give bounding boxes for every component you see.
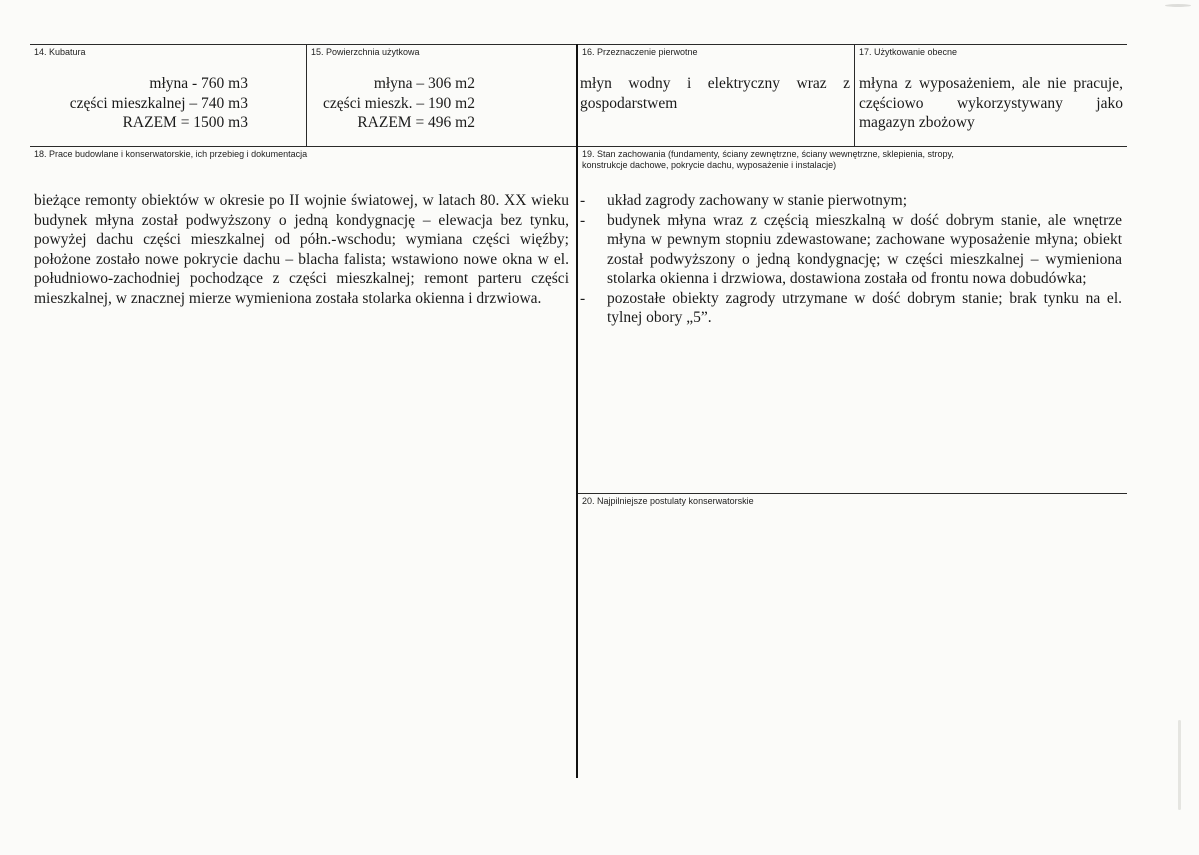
field-18-label: 18. Prace budowlane i konserwatorskie, ich przebieg i dokumentacja <box>34 149 308 159</box>
field-19-label-line: 19. Stan zachowania (fundamenty, ściany zewnętrzne, ściany wewnętrzne, sklepienia, stropy, <box>582 149 954 159</box>
list-item: - układ zagrody zachowany w stanie pierwotnym; <box>580 191 1122 211</box>
scan-artifact <box>1165 4 1191 7</box>
field-20-label: 20. Najpilniejsze postulaty konserwatorskie <box>582 496 754 506</box>
field-15-label: 15. Powierzchnia użytkowa <box>311 47 420 57</box>
column-divider-center <box>576 44 578 778</box>
field-15-line: młyna – 306 m2 <box>373 75 475 92</box>
field-19-label-line: konstrukcje dachowe, pokrycie dachu, wyposażenie i instalacje) <box>582 160 837 170</box>
field-19-value <box>580 191 1122 328</box>
table-top-rule <box>30 44 1127 45</box>
list-item: - budynek młyna wraz z częścią mieszkalną w dość dobrym stanie, ale wnętrze młyna w pewnym stopniu zdewastowane; zachowane wyposażenie młyna; obiekt został podwyższony o jedną kondygnację; w części mieszkalnej – wymieniona stolarka okienna i drzwiowa, dostawiona została od frontu nowa dobudówka; <box>580 211 1122 289</box>
field-19-label <box>582 149 954 171</box>
field-14-line: części mieszkalnej – 740 m3 <box>69 94 248 112</box>
field-17-value: młyna z wyposażeniem, ale nie pracuje, częściowo wykorzystywany jako magazyn zbożowy <box>859 75 1123 131</box>
field-16-label: 16. Przeznaczenie pierwotne <box>582 47 698 57</box>
field-14-line: RAZEM = 1500 m3 <box>122 114 248 131</box>
list-item: - pozostałe obiekty zagrody utrzymane w dość dobrym stanie; brak tynku na el. tylnej obory „5”. <box>580 289 1122 328</box>
field-17-label: 17. Użytkowanie obecne <box>859 47 958 57</box>
column-divider-16-17 <box>854 44 855 146</box>
field-15-value <box>306 74 475 133</box>
field-14-value <box>34 74 248 133</box>
row-divider-1 <box>30 146 1127 147</box>
field-18-value: bieżące remonty obiektów w okresie po II wojnie światowej, w latach 80. XX wieku budynek młyna został podwyższony o jedną kondygnację – elewacja bez tynku, powyżej dachu części mieszkalnej od półn.-wschodu; wymiana części więźby; położone zostało nowe pokrycie dachu – blacha falista; wstawiono nowe okna w el. południowo-zachodniej pochodzące z części mieszkalnej; remont parteru części mieszkalnej, w znacznej mierze wymieniona została stolarka okienna i drzwiowa. <box>34 192 569 307</box>
field-14-line: młyna - 760 m3 <box>149 75 248 92</box>
field-15-line: RAZEM = 496 m2 <box>357 114 475 131</box>
scan-artifact <box>1178 720 1181 810</box>
row-divider-20 <box>578 493 1127 494</box>
field-16-value: młyn wodny i elektryczny wraz z gospodarstwem <box>580 75 850 112</box>
field-15-line: części mieszk. – 190 m2 <box>323 94 475 112</box>
condition-list <box>580 191 1122 328</box>
field-14-label: 14. Kubatura <box>34 47 86 57</box>
